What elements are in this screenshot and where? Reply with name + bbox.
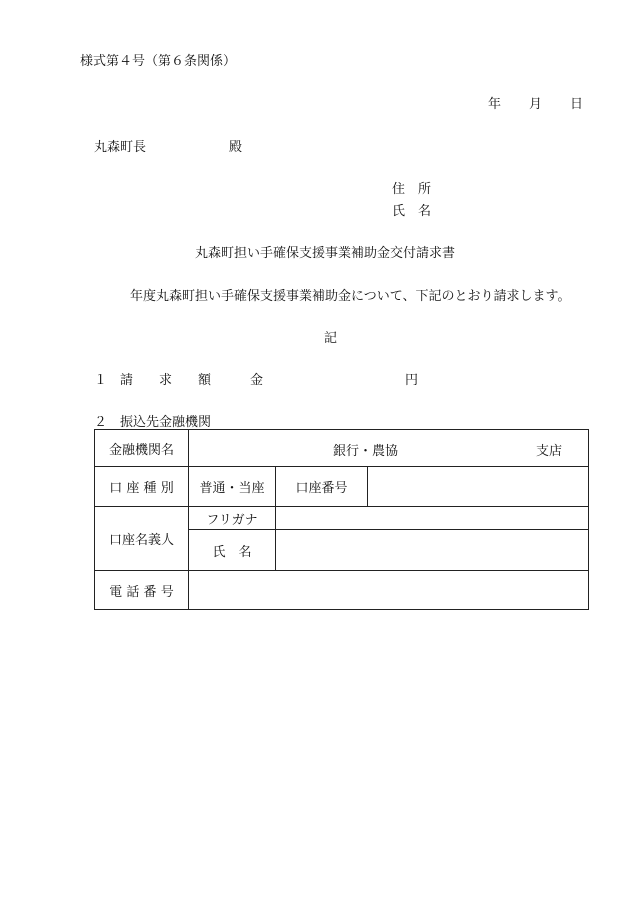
bank-table: [94, 429, 589, 610]
document-title: 丸森町担い手確保支援事業補助金交付請求書: [195, 246, 456, 261]
phone-field[interactable]: [189, 571, 589, 610]
account-number-label: 口座番号: [276, 467, 368, 507]
item2-number: ２: [94, 415, 108, 430]
ki-marker: 記: [324, 331, 338, 346]
item1-label: 請 求 額 金: [120, 373, 264, 388]
institution-field[interactable]: [189, 430, 589, 467]
date-year: 年: [488, 97, 502, 112]
addressee-name: 丸森町長: [94, 140, 147, 155]
applicant-address-label: 住 所: [392, 182, 432, 197]
branch-text: 支店: [536, 444, 563, 459]
institution-label: 金融機関名: [95, 430, 189, 467]
date-day: 日: [570, 97, 584, 112]
body-text: 年度丸森町担い手確保支援事業補助金について、下記のとおり請求します。: [130, 289, 571, 304]
account-type-label: 口 座 種 別: [95, 467, 189, 507]
phone-label: 電 話 番 号: [95, 571, 189, 610]
item1-unit: 円: [405, 373, 419, 388]
item2-label: 振込先金融機関: [120, 415, 212, 430]
furigana-field[interactable]: [276, 507, 589, 530]
item1-number: １: [94, 373, 108, 388]
addressee-honorific: 殿: [229, 140, 243, 155]
applicant-name-label: 氏 名: [392, 204, 432, 219]
account-holder-label: 口座名義人: [95, 507, 189, 571]
date-month: 月: [529, 97, 543, 112]
furigana-label: フリガナ: [189, 507, 276, 530]
bank-text: 銀行・農協: [333, 444, 399, 459]
holder-name-label: 氏 名: [189, 530, 276, 571]
form-number: 様式第４号（第６条関係）: [80, 54, 237, 69]
holder-name-field[interactable]: [276, 530, 589, 571]
account-type-options[interactable]: 普通・当座: [189, 467, 276, 507]
account-number-field[interactable]: [368, 467, 589, 507]
